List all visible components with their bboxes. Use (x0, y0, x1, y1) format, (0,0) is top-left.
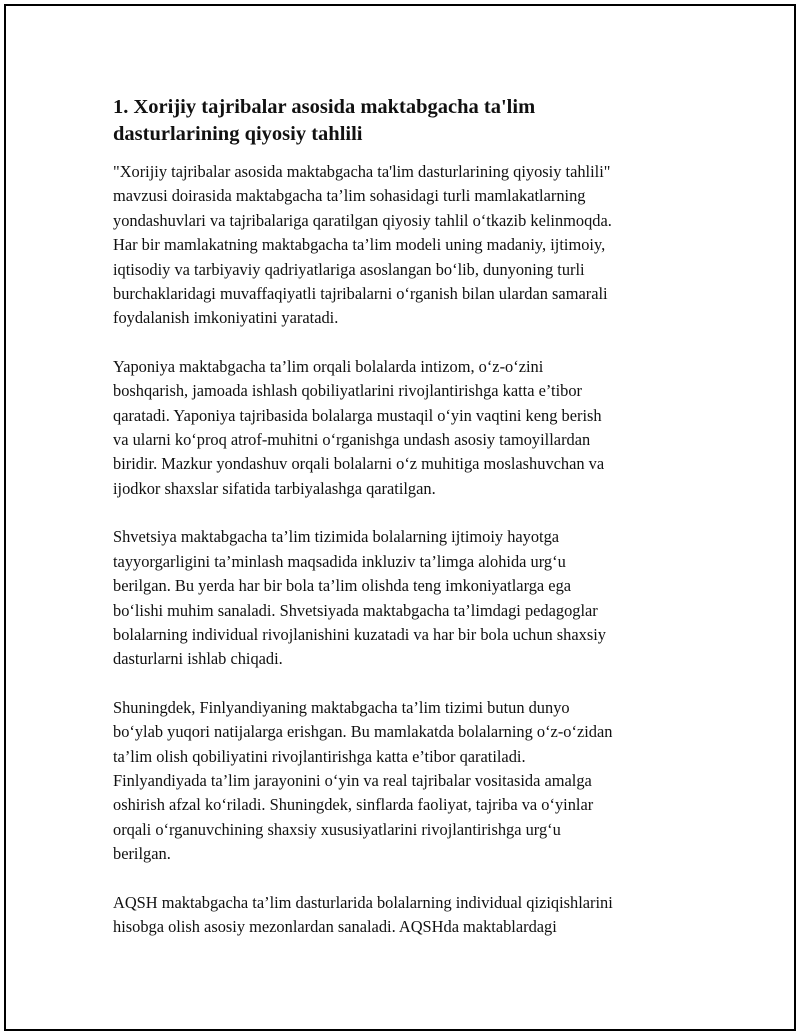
text-line: Yaponiya maktabgacha ta’lim orqali bolalarda intizom, o‘z-o‘zini (113, 356, 544, 376)
text-line: bo‘lishi muhim sanaladi. Shvetsiyada maktabgacha ta’limdagi pedagoglar (113, 600, 598, 620)
text-line: yondashuvlari va tajribalariga qaratilgan qiyosiy tahlil o‘tkazib kelinmoqda. (113, 210, 612, 230)
paragraph (113, 160, 687, 331)
text-line: dasturlarni ishlab chiqadi. (113, 649, 283, 669)
paragraphs (113, 160, 687, 939)
text-line: va ularni ko‘proq atrof-muhitni o‘rganishga undash asosiy tamoyillardan (113, 430, 591, 450)
text-line: berilgan. Bu yerda har bir bola ta’lim olishda teng imkoniyatlarga ega (113, 576, 572, 596)
text-line: bolalarning individual rivojlanishini kuzatadi va har bir bola uchun shaxsiy (113, 624, 606, 644)
text-line: iqtisodiy va tarbiyaviy qadriyatlariga asoslangan bo‘lib, dunyoning turli (113, 259, 585, 279)
text-line: Finlyandiyada ta’lim jarayonini o‘yin va real tajribalar vositasida amalga (113, 770, 592, 790)
text-line: oshirish afzal ko‘riladi. Shuningdek, sinflarda faoliyat, tajriba va o‘yinlar (113, 795, 594, 815)
section-heading (113, 94, 687, 148)
text-line: tayyorgarligini ta’minlash maqsadida inkluziv ta’limga alohida urg‘u (113, 551, 566, 571)
text-line: "Xorijiy tajribalar asosida maktabgacha ta'lim dasturlarining qiyosiy tahlili" (113, 162, 611, 181)
text-line: foydalanish imkoniyatini yaratadi. (113, 308, 339, 328)
text-line: hisobga olish asosiy mezonlardan sanaladi. AQSHda maktablardagi (113, 916, 557, 936)
document-body (113, 94, 687, 963)
text-line: ijodkor shaxslar sifatida tarbiyalashga qaratilgan. (113, 478, 436, 498)
paragraph (113, 355, 687, 501)
text-line: boshqarish, jamoada ishlash qobiliyatlarini rivojlantirishga katta e’tibor (113, 381, 583, 401)
paragraph (113, 891, 687, 940)
text-line: mavzusi doirasida maktabgacha ta’lim sohasidagi turli mamlakatlarning (113, 186, 586, 206)
paragraph (113, 696, 687, 867)
text-line: biridir. Mazkur yondashuv orqali bolalarni o‘z muhitiga moslashuvchan va (113, 454, 605, 474)
text-line: ta’lim olish qobiliyatini rivojlantirishga katta e’tibor qaratiladi. (113, 746, 526, 766)
text-line: Shuningdek, Finlyandiyaning maktabgacha ta’lim tizimi butun dunyo (113, 697, 570, 717)
text-line: bo‘ylab yuqori natijalarga erishgan. Bu mamlakatda bolalarning o‘z-o‘zidan (113, 722, 613, 742)
paragraph (113, 525, 687, 671)
text-line: orqali o‘rganuvchining shaxsiy xususiyatlarini rivojlantirishga urg‘u (113, 819, 561, 839)
text-line: qaratadi. Yaponiya tajribasida bolalarga mustaqil o‘yin vaqtini keng berish (113, 405, 602, 425)
heading-line: dasturlarining qiyosiy tahlili (113, 123, 363, 145)
text-line: burchaklaridagi muvaffaqiyatli tajribalarni o‘rganish bilan ulardan samarali (113, 284, 608, 304)
text-line: berilgan. (113, 844, 171, 864)
text-line: AQSH maktabgacha ta’lim dasturlarida bolalarning individual qiziqishlarini (113, 892, 613, 912)
text-line: Har bir mamlakatning maktabgacha ta’lim modeli uning madaniy, ijtimoiy, (113, 235, 606, 255)
text-line: Shvetsiya maktabgacha ta’lim tizimida bolalarning ijtimoiy hayotga (113, 527, 560, 547)
heading-line: 1. Xorijiy tajribalar asosida maktabgacha ta'lim (113, 96, 536, 118)
